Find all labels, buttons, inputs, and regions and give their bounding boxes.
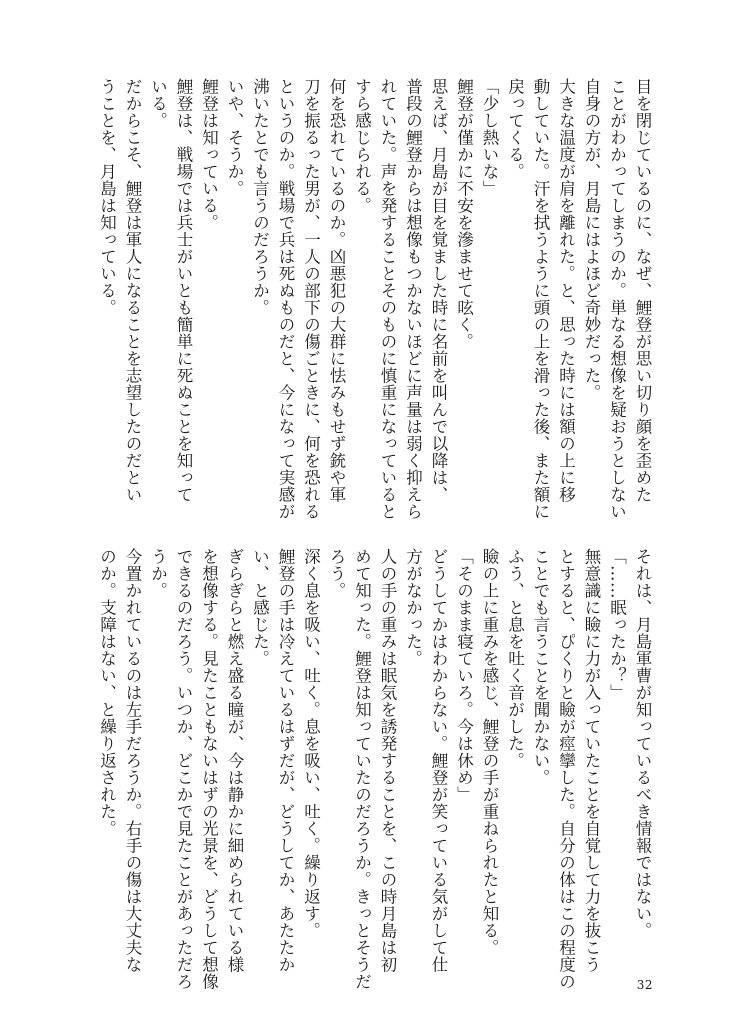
text-line: 無意識に瞼に力が入っていたことを自覚して力を抜こう: [582, 548, 601, 973]
text-line: めて知った。鯉登は知っていたのだろうか。きっとそうだ: [352, 548, 372, 990]
text-line: うことを、月島は知っている。: [97, 78, 117, 316]
text-line: それは、月島軍曹が知っているべき情報ではない。: [633, 548, 652, 939]
text-line: どうしてかはわからない。鯉登が笑っている気がして仕: [429, 548, 448, 973]
text-line: ぎらぎらと燃え盛る瞳が、今は静かに細められている様: [225, 548, 244, 973]
text-line: ことがわかってしまうのか。単なる想像を疑おうとしない: [607, 78, 627, 520]
text-line: 自身の方が、月島にはよほど奇妙だった。: [582, 78, 601, 401]
text-line: れていた。声を発することそのものに慎重になっていると: [378, 78, 397, 520]
text-line: 動していた。汗を拭うように頭の上を滑った後、また額に: [531, 78, 550, 520]
text-line: 普段の鯉登からは想像もつかないほどに声量は弱く抑えら: [403, 78, 423, 520]
text-line: いる。: [148, 78, 168, 129]
text-line: ろう。: [327, 548, 346, 599]
text-line: 鯉登が僅かに不安を滲ませて呟く。: [454, 78, 474, 350]
text-line: を想像する。見たこともないはずの光景を、どうして想像: [199, 548, 219, 990]
text-line: すら感じられる。: [352, 78, 372, 214]
text-line: だからこそ、鯉登は軍人になることを志望したのだとい: [123, 78, 142, 503]
text-line: 人の手の重みは眠気を誘発することを、この時月島は初: [378, 548, 397, 973]
text-line: 深く息を吸い、吐く。息を吸い、吐く。繰り返す。: [301, 548, 321, 939]
top-text-block: [94, 78, 655, 520]
text-line: 鯉登は知っている。: [199, 78, 219, 231]
text-line: 大きな温度が肩を離れた。と、思った時には額の上に移: [556, 78, 576, 503]
text-line: というのか。戦場で兵は死ぬものだと、今になって実感が: [276, 78, 295, 520]
text-line: 「……眠ったか？」: [607, 548, 627, 701]
text-line: できるのだろう。いつか、どこかで見たことがあっただろ: [174, 548, 193, 990]
text-line: 沸いたとでも言うのだろうか。: [250, 78, 270, 316]
text-line: 今置かれているのは左手だろうか。右手の傷は大丈夫な: [123, 548, 142, 973]
text-line: 鯉登は、戦場では兵士がいとも簡単に死ぬことを知って: [174, 78, 193, 503]
text-line: 「そのまま寝ていろ。今は休め」: [454, 548, 474, 803]
text-line: 瞼の上に重みを感じ、鯉登の手が重ねられたと知る。: [480, 548, 499, 956]
text-line: 刀を振るった男が、一人の部下の傷ごときに、何を恐れる: [301, 78, 321, 520]
text-line: 目を閉じているのに、なぜ、鯉登が思い切り顔を歪めた: [633, 78, 652, 503]
text-line: 戻ってくる。: [505, 78, 525, 180]
text-line: いや、そうか。: [225, 78, 244, 197]
text-line: 方がなかった。: [403, 548, 423, 667]
text-line: とすると、ぴくりと瞼が痙攣した。自分の体はこの程度の: [556, 548, 576, 990]
text-line: 鯉登の手は冷えているはずだが、どうしてか、あたたか: [276, 548, 295, 973]
text-line: 思えば、月島が目を覚ました時に名前を叫んで以降は、: [429, 78, 448, 503]
text-line: 「少し熱いな」: [480, 78, 499, 197]
text-line: 何を恐れているのか。凶悪犯の大群に怯みもせず銃や軍: [327, 78, 346, 503]
page-number: 32: [636, 978, 653, 992]
text-line: い、と感じた。: [250, 548, 270, 667]
text-line: のか。支障はない、と繰り返された。: [97, 548, 117, 837]
text-line: ふう、と息を吐く音がした。: [505, 548, 525, 769]
text-line: ことでも言うことを聞かない。: [531, 548, 550, 786]
text-line: うか。: [148, 548, 168, 599]
